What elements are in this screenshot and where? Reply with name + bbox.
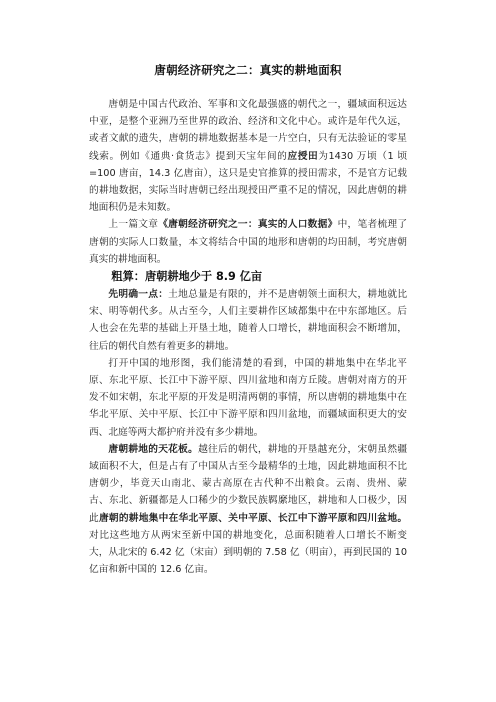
text-run: 为1430 万顷（1 顷=100 唐亩，14.3 亿唐亩），这只是史官推算的授田需求，不是官方记载的耕地数据，实际当时唐朝已经出现授田严重不足的情况，因此唐朝的耕地面积仍是未知数。 [89,150,408,214]
article-body [89,96,407,578]
bold-text: 应授田 [287,150,319,162]
paragraph [89,96,407,216]
bold-text: 唐朝的耕地集中在华北平原、关中平原、长江中下游平原和四川盆地。 [98,512,408,524]
bold-text: 粗算：唐朝耕地少于 8.9 亿亩 [111,270,263,284]
text-run: 越往后的朝代，耕地的开垦越充分，宋朝虽然疆域面积不大，但是占有了中国从古至今最精华的土地，因此耕地面积不比唐朝少，毕竟天山南北、蒙古高原在古代种不出粮食。云南、贵州、蒙古、东北、新疆都是人口稀少的少数民族羁縻地区，耕地和人口极少，因此 [89,443,408,524]
text-run: 唐朝是中国古代政治、军事和文化最强盛的朝代之一，疆域面积远达中亚，是整个亚洲乃至世界的政治、经济和文化中心。或许是年代久远，或者文献的遗失，唐朝的耕地数据基本是一片空白，只有无法验证的零星线索。例如《通典·食货志》提到天宝年间的 [89,99,407,162]
text-run: 对比这些地方从两宋至新中国的耕地变化，总面积随着人口增长不断变大，从北宋的 6.42 亿（宋亩）到明朝的 7.58 亿（明亩），再到民国的 10 亿亩和新中国的 12.6 亿亩。 [89,529,407,576]
bold-text: 《唐朝经济研究之一：真实的人口数据》 [158,219,338,231]
paragraph [89,216,407,268]
bold-text: 唐朝耕地的天花板。 [108,443,199,455]
text-run: 土地总量是有限的，并不是唐朝领土面积大，耕地就比宋、明等朝代多。从古至今，人们主要耕作区域都集中在中东部地区。后人也会在先辈的基础上开垦土地，随着人口增长，耕地面积会不断增加，往后的朝代自然有着更多的耕地。 [89,289,408,352]
paragraph [89,355,407,441]
paragraph [89,286,407,355]
text-run: 中，笔者梳理了唐朝的实际人口数量，本文将结合中国的地形和唐朝的均田制，考究唐朝真实的耕地面积。 [89,219,408,265]
text-run: 上一篇文章 [108,219,159,231]
paragraph [89,441,407,579]
article-title: 唐朝经济研究之二：真实的耕地面积 [154,63,342,77]
section-heading [89,268,407,286]
bold-text: 先明确一点： [108,289,169,301]
text-run: 打开中国的地形图，我们能清楚的看到，中国的耕地集中在华北平原、东北平原、长江中下游平原、四川盆地和南方丘陵。唐朝对南方的开发不如宋朝，东北平原的开发是明清两朝的事情，所以唐朝的耕地集中在华北平原、关中平原、长江中下游平原和四川盆地，而疆域面积更大的安西、北庭等两大都护府并没有多少耕地。 [89,357,407,438]
